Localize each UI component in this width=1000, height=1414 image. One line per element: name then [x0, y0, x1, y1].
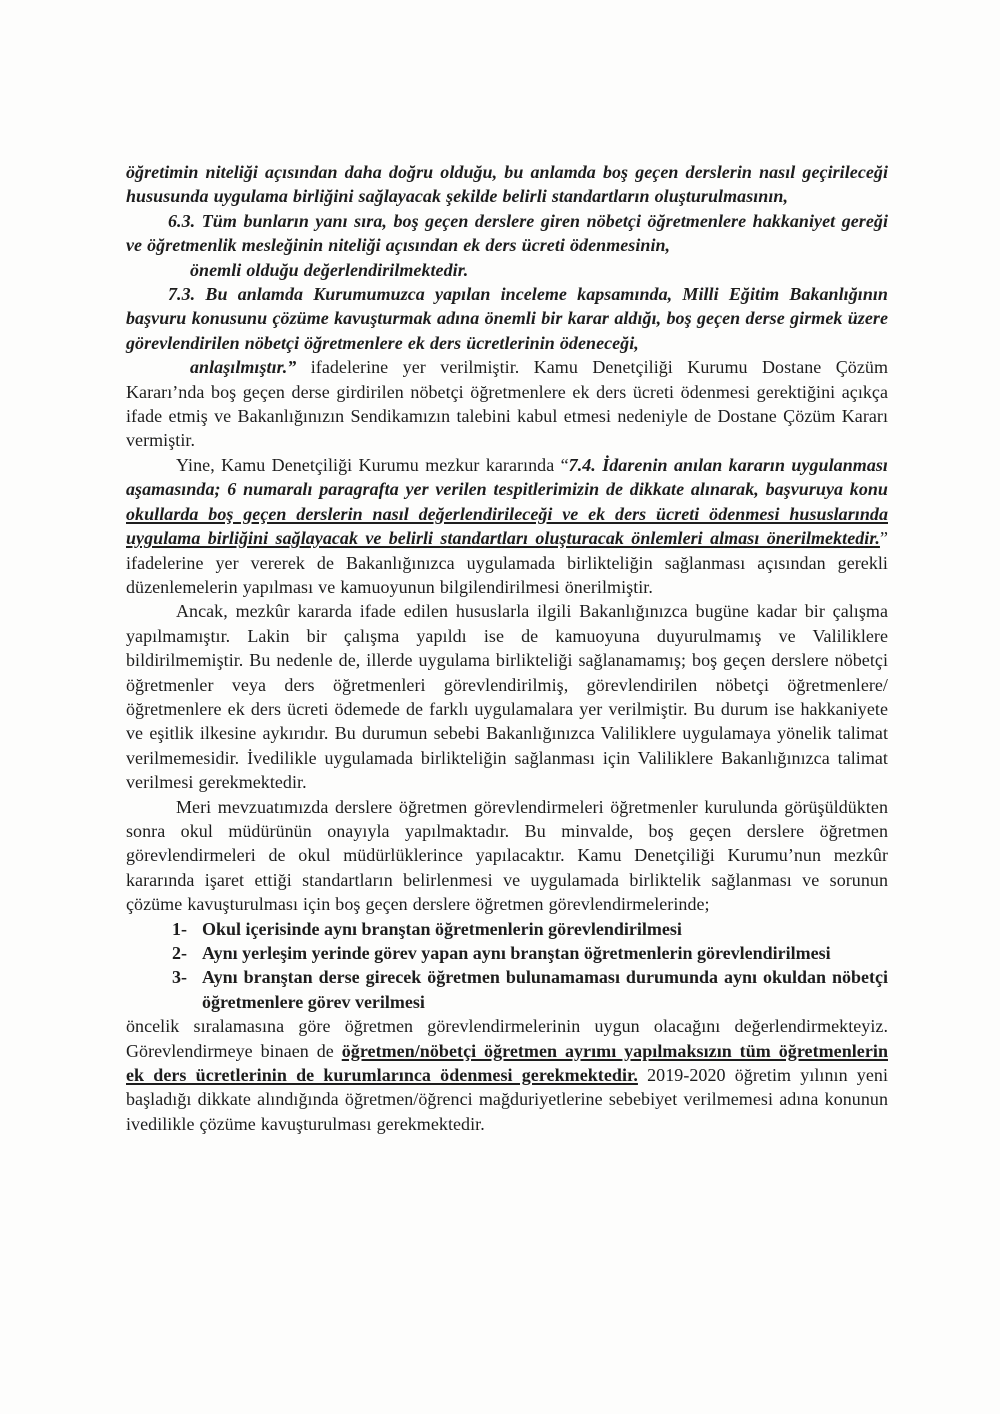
list-item [172, 917, 888, 941]
paragraph-closing-demand [126, 1014, 888, 1136]
text-segment: Yine, Kamu Denetçiliği Kurumu mezkur kararında “ [176, 454, 569, 475]
list-item-marker: 3- [172, 967, 187, 988]
text-segment: anlaşılmıştır.” [190, 357, 311, 378]
text-segment-underlined: okullarda boş geçen derslerin nasıl değerlendirileceği ve ek ders ücreti ödenmesi hususlarında uygulama birliğini sağlayacak ve belirli standartları oluşturacak önlemleri alması önerilmektedir. [126, 503, 888, 549]
paragraph-quote-item-6-3 [126, 209, 888, 258]
text-segment: önemli olduğu değerlendirilmektedir. [190, 259, 469, 280]
text-segment-underlined: öğretmen/nöbetçi öğretmen ayrımı yapılmaksızın tüm öğretmenlerin ek ders ücretlerinin de kurumlarınca ödenmesi gerekmektedir. [126, 1040, 888, 1086]
text-segment: ” ifadelerine yer vererek de Bakanlığınızca uygulamada birlikteliğin sağlanması açısından gerekli düzenlemelerin yapılması ve kamuoyunun bilgilendirilmesi önerilmiştir. [126, 528, 888, 597]
text-segment: öncelik sıralamasına göre öğretmen görevlendirmelerinin uygun olacağını değerlendirmekteyiz. Görevlendirmeye binaen de [126, 1016, 888, 1061]
list-item [172, 941, 888, 965]
list-item-text: Aynı branştan derse girecek öğretmen bulunamaması durumunda aynı okuldan nöbetçi öğretmenlere görev verilmesi [202, 967, 888, 1012]
list-item-text: Okul içerisinde aynı branştan öğretmenlerin görevlendirilmesi [202, 918, 682, 939]
list-item-marker: 2- [172, 943, 187, 963]
paragraph-quote-7-4 [126, 453, 888, 599]
text-segment: ifadelerine yer verilmiştir. Kamu Denetçiliği Kurumu Dostane Çözüm Kararı’nda boş geçen derse girdirilen nöbetçi öğretmenlere ek ders ücreti ödenmesi gerektiğini açıkça ifade etmiş ve Bakanlığınızın Sendikamızın talebini kabul etmesi nedeniyle de Dostane Çözüm Kararı vermiştir. [126, 357, 888, 451]
list-item-marker: 1- [172, 918, 187, 939]
paragraph-legislation [126, 795, 888, 917]
paragraph-quote-item-7-3 [126, 282, 888, 355]
text-segment: Meri mevzuatımızda derslere öğretmen görevlendirmeleri öğretmenler kurulunda görüşüldükten sonra okul müdürünün onayıyla yapılmaktadır. Bu minvalde, boş geçen derslere öğretmen görevlendirmeleri de okul müdürlüklerince yapılacaktır. Kamu Denetçiliği Kurumu’nun mezkûr kararında işaret ettiği standartların belirlenmesi ve uygulamada birliktelik sağlanması ve sorunun çözüme kavuşturulması için boş geçen derslere öğretmen görevlendirmelerinde; [126, 796, 888, 915]
paragraph-quote-end-and-commentary [126, 355, 888, 453]
text-segment: 7.3. Bu anlamda Kurumumuzca yapılan inceleme kapsamında, Milli Eğitim Bakanlığının başvuru konusunu çözüme kavuşturmak adına önemli bir karar aldığı, boş geçen derse girmek üzere görevlendirilen nöbetçi öğretmenlere ek ders ücretlerinin ödeneceği, [126, 284, 888, 353]
paragraph-quote-continuation [126, 160, 888, 209]
text-segment: Ancak, mezkûr kararda ifade edilen hususlarla ilgili Bakanlığınızca bugüne kadar bir çalışma yapılmamıştır. Lakin bir çalışma yapıldı ise de kamuoyuna duyurulmamış ve Valiliklere bildirilmemiştir. Bu nedenle de, illerde uygulama birlikteliği sağlanamamış; boş geçen derslere nöbetçi öğretmenler veya ders öğretmenleri görevlendirilmiş, görevlendirilen nöbetçi öğretmenlere/öğretmenlere ek ders ücreti ödemede de farklı uygulamalara yer verilmiştir. Bu durum ise hakkaniyete ve eşitlik ilkesine aykırıdır. Bu durumun sebebi Bakanlığınızca Valiliklere uygulamaya yönelik talimat verilmemesidir. İvedilikle uygulamada birlikteliğin sağlanması için Valiliklere Bakanlığınızca talimat verilmesi gerekmektedir. [126, 601, 888, 793]
paragraph-criticism [126, 599, 888, 794]
list-item-text: Aynı yerleşim yerinde görev yapan aynı branştan öğretmenlerin görevlendirilmesi [202, 943, 831, 963]
text-segment: 6.3. Tüm bunların yanı sıra, boş geçen derslere giren nöbetçi öğretmenlere hakkaniyet gereği ve öğretmenlik mesleğinin niteliği açısından ek ders ücreti ödenmesinin, [126, 210, 888, 256]
list-item [172, 965, 888, 1014]
paragraph-quote-conclusion-6 [126, 258, 888, 282]
priority-numbered-list [126, 917, 888, 1015]
text-segment: 2019-2020 öğretim yılının yeni başladığı dikkate alındığında öğretmen/öğrenci mağduriyetlerine sebebiyet verilmemesi adına konunun ivedilikle çözüme kavuşturulması gerekmektedir. [126, 1065, 888, 1134]
text-segment: öğretimin niteliği açısından daha doğru olduğu, bu anlamda boş geçen derslerin nasıl geçirileceği hususunda uygulama birliğini sağlayacak şekilde belirli standartların oluşturulmasının, [126, 162, 888, 207]
text-segment: 7.4. İdarenin anılan kararın uygulanması aşamasında; 6 numaralı paragrafta yer verilen tespitlerimizin de dikkate alınarak, başvuruya konu [126, 454, 888, 500]
